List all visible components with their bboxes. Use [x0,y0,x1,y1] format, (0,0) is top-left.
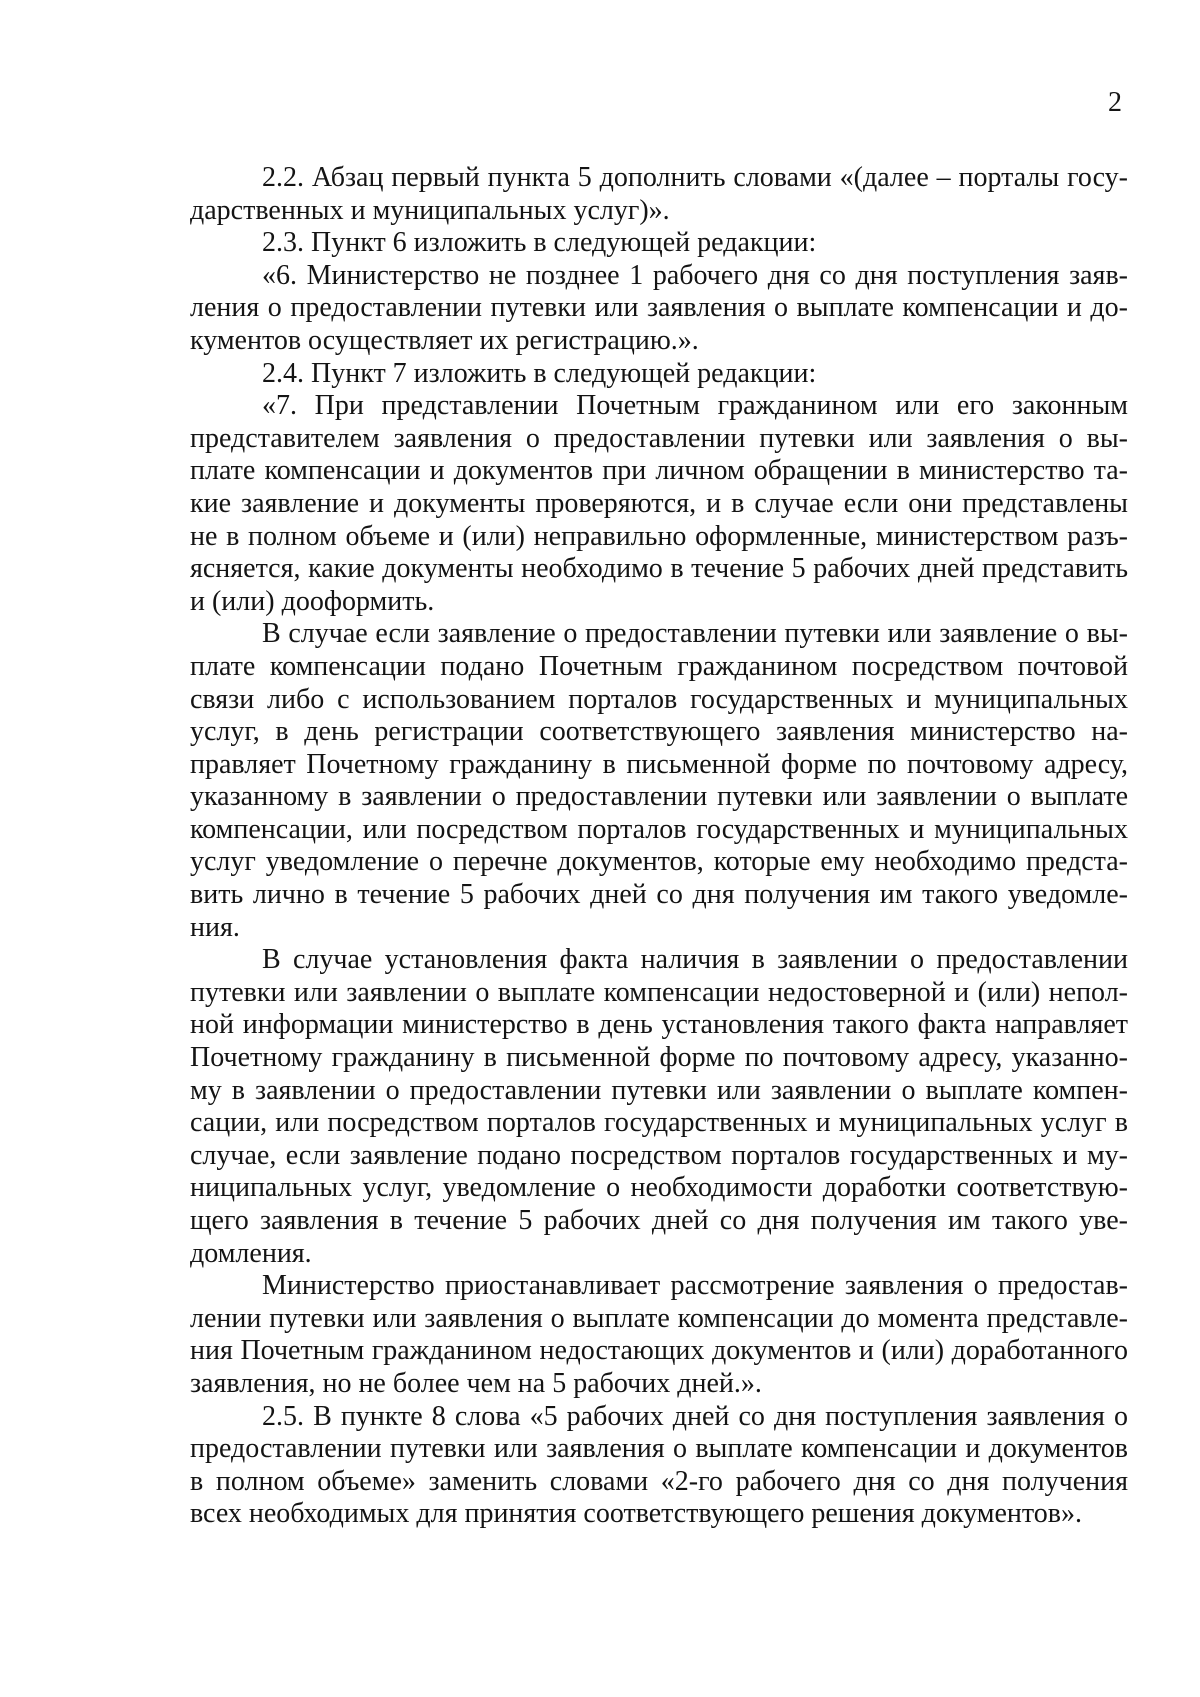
paragraph-2-3: 2.3. Пункт 6 изложить в следующей редакции: [262,227,817,259]
paragraph-mail-submission: В случае если заявление о предоставлении путевки или заявление о выплате компенсации подано Почетным гражданином посредством почтовой связи либо с использованием порталов государственных и муниципальных услуг, в день регистрации соответствующего заявления министерство направляет Почетному гражданину в письменной форме по почтовому адресу, указанному в заявлении о предоставлении путевки или заявлении о выплате компенсации, или посредством порталов государственных и муниципальных услуг уведомление о перечне документов, которые ему необходимо представить лично в течение 5 рабочих дней со дня получения им такого уведомления. [190,618,1128,943]
document-body [190,162,1128,1531]
paragraph-item-7-text: «7. При представлении Почетным гражданином или его законным представителем заявления о предоставлении путевки или заявления о выплате компенсации и документов при личном обращении в министерство такие заявление и документы проверяются, и в случае если они представлены не в полном объеме и (или) неправильно оформленные, министерством разъясняется, какие документы необходимо в течение 5 рабочих дней представить и (или) дооформить. [190,390,1128,617]
paragraph-2-2: 2.2. Абзац первый пункта 5 дополнить словами «(далее – порталы государственных и муниципальных услуг)». [190,162,1128,226]
paragraph-2-4: 2.4. Пункт 7 изложить в следующей редакции: [262,357,817,389]
paragraph-suspension: Министерство приостанавливает рассмотрение заявления о предоставлении путевки или заявления о выплате компенсации до момента представления Почетным гражданином недостающих документов и (или) доработанного заявления, но не более чем на 5 рабочих дней.». [190,1270,1128,1399]
paragraph-item-6-text: «6. Министерство не позднее 1 рабочего дня со дня поступления заявления о предоставлении путевки или заявления о выплате компенсации и документов осуществляет их регистрацию.». [190,259,1128,356]
paragraph-2-5: 2.5. В пункте 8 слова «5 рабочих дней со дня поступления заявления о предоставлении путевки или заявления о выплате компенсации и документов в полном объеме» заменить словами «2-го рабочего дня со дня получения всех необходимых для принятия соответствующего решения документов». [190,1400,1128,1530]
page-number: 2 [1108,87,1122,118]
paragraph-incorrect-info: В случае установления факта наличия в заявлении о предоставлении путевки или заявлении о выплате компенсации недостоверной и (или) неполной информации министерство в день установления такого факта направляет Почетному гражданину в письменной форме по почтовому адресу, указанному в заявлении о предоставлении путевки или заявлении о выплате компенсации, или посредством порталов государственных и муниципальных услуг в случае, если заявление подано посредством порталов государственных и муниципальных услуг, уведомление о необходимости доработки соответствующего заявления в течение 5 рабочих дней со дня получения им такого уведомления. [190,944,1128,1269]
